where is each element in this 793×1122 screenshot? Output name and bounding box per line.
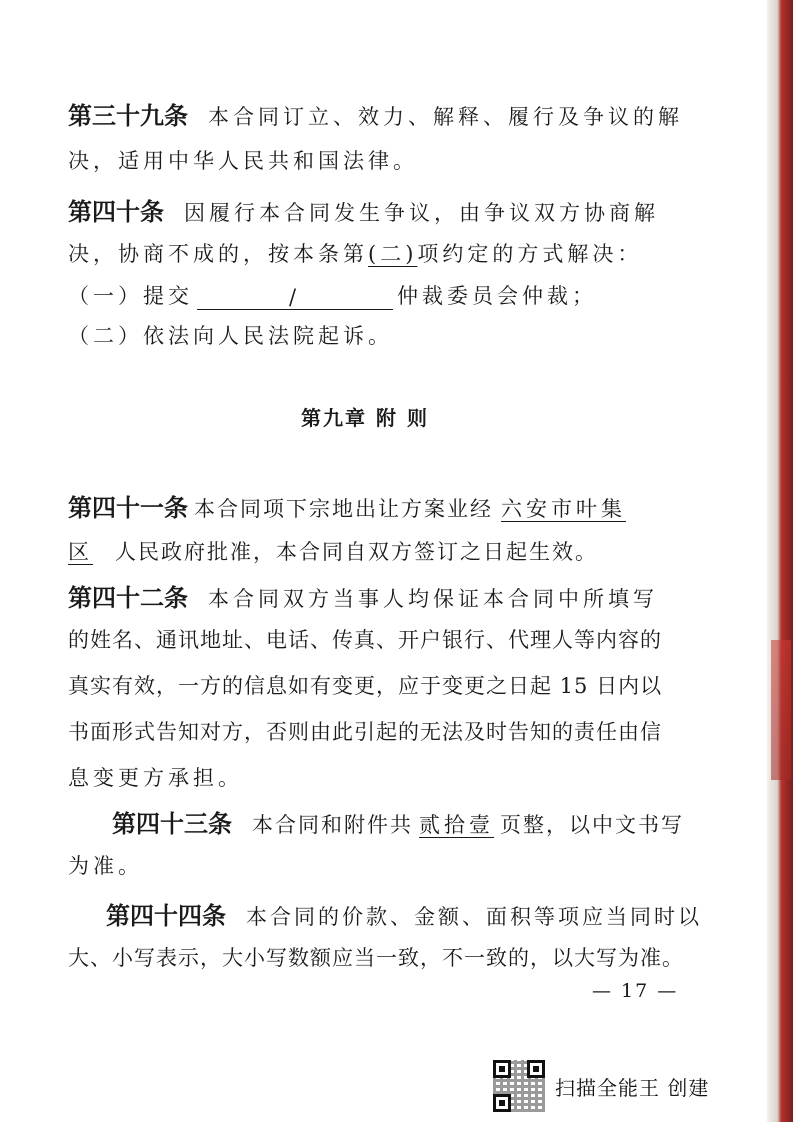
article-44-text-2: 大、小写表示，大小写数额应当一致，不一致的，以大写为准。 <box>68 946 684 970</box>
scanner-watermark <box>493 1060 709 1112</box>
red-seal-edge <box>771 640 791 780</box>
article-43-line-2 <box>68 850 143 880</box>
page-edge-shadow <box>767 0 793 1122</box>
article-40-option-2 <box>68 320 393 350</box>
article-44-text: 本合同的价款、金额、面积等项应当同时以 <box>246 905 702 929</box>
article-44-line-1 <box>68 896 702 931</box>
page-count-field: 贰拾壹 <box>419 813 494 837</box>
article-41-text-2: 人民政府批准，本合同自双方签订之日起生效。 <box>115 540 598 564</box>
article-42-text-2: 的姓名、通讯地址、电话、传真、开户银行、代理人等内容的 <box>68 628 662 652</box>
arbitration-blank-field <box>197 283 393 310</box>
article-43-line-1 <box>68 804 684 839</box>
qr-code-icon <box>493 1060 545 1112</box>
article-41-line-1 <box>68 488 626 523</box>
article-40-text-2b: 项约定的方式解决： <box>417 242 643 266</box>
article-43-title: 第四十三条 <box>112 810 232 838</box>
chapter-title: 第九章 附 则 <box>301 406 429 430</box>
article-40-option-1 <box>68 280 597 310</box>
article-42-line-1 <box>68 578 658 613</box>
option-1-after: 仲裁委员会仲裁； <box>397 284 597 308</box>
article-40-text-2a: 决，协商不成的，按本条第 <box>68 242 368 266</box>
article-42-line-3 <box>68 670 662 700</box>
option-1-label: （一）提交 <box>68 284 193 308</box>
article-39-line-1 <box>68 96 683 131</box>
dispute-option-field: (二) <box>368 242 418 266</box>
article-42-text-5: 息变更方承担。 <box>68 766 243 790</box>
article-44-line-2 <box>68 942 684 972</box>
article-42-text: 本合同双方当事人均保证本合同中所填写 <box>208 587 658 611</box>
article-40-text: 因履行本合同发生争议，由争议双方协商解 <box>184 201 659 225</box>
article-42-line-5 <box>68 762 243 792</box>
approval-authority-field: 六安市叶集 <box>501 497 626 521</box>
article-43-text-2: 为准。 <box>68 854 143 878</box>
article-42-line-4 <box>68 716 662 746</box>
article-43-text-b: 页整，以中文书写 <box>500 813 684 837</box>
article-42-title: 第四十二条 <box>68 584 188 612</box>
article-40-line-1 <box>68 192 659 227</box>
article-43-text: 本合同和附件共 <box>252 813 413 837</box>
article-41-title: 第四十一条 <box>68 494 188 522</box>
article-40-line-2 <box>68 238 642 268</box>
article-41-line-2 <box>68 536 598 566</box>
article-42-text-3: 真实有效，一方的信息如有变更，应于变更之日起 15 日内以 <box>68 674 663 698</box>
article-41-text: 本合同项下宗地出让方案业经 <box>194 497 493 521</box>
blank-slash: / <box>289 285 301 309</box>
article-39-title: 第三十九条 <box>68 102 188 130</box>
approval-authority-field-2: 区 <box>68 540 93 564</box>
article-42-text-4: 书面形式告知对方，否则由此引起的无法及时告知的责任由信 <box>68 720 662 744</box>
article-39-line-2 <box>68 145 418 175</box>
scanner-watermark-text: 扫描全能王 创建 <box>555 1075 710 1100</box>
article-42-line-2 <box>68 624 662 654</box>
article-44-title: 第四十四条 <box>106 902 226 930</box>
page-number: — 17 — <box>592 980 679 1002</box>
article-39-text-2: 决，适用中华人民共和国法律。 <box>68 149 418 173</box>
article-40-title: 第四十条 <box>68 198 164 226</box>
article-39-text: 本合同订立、效力、解释、履行及争议的解 <box>208 105 683 129</box>
option-2-text: （二）依法向人民法院起诉。 <box>68 324 393 348</box>
